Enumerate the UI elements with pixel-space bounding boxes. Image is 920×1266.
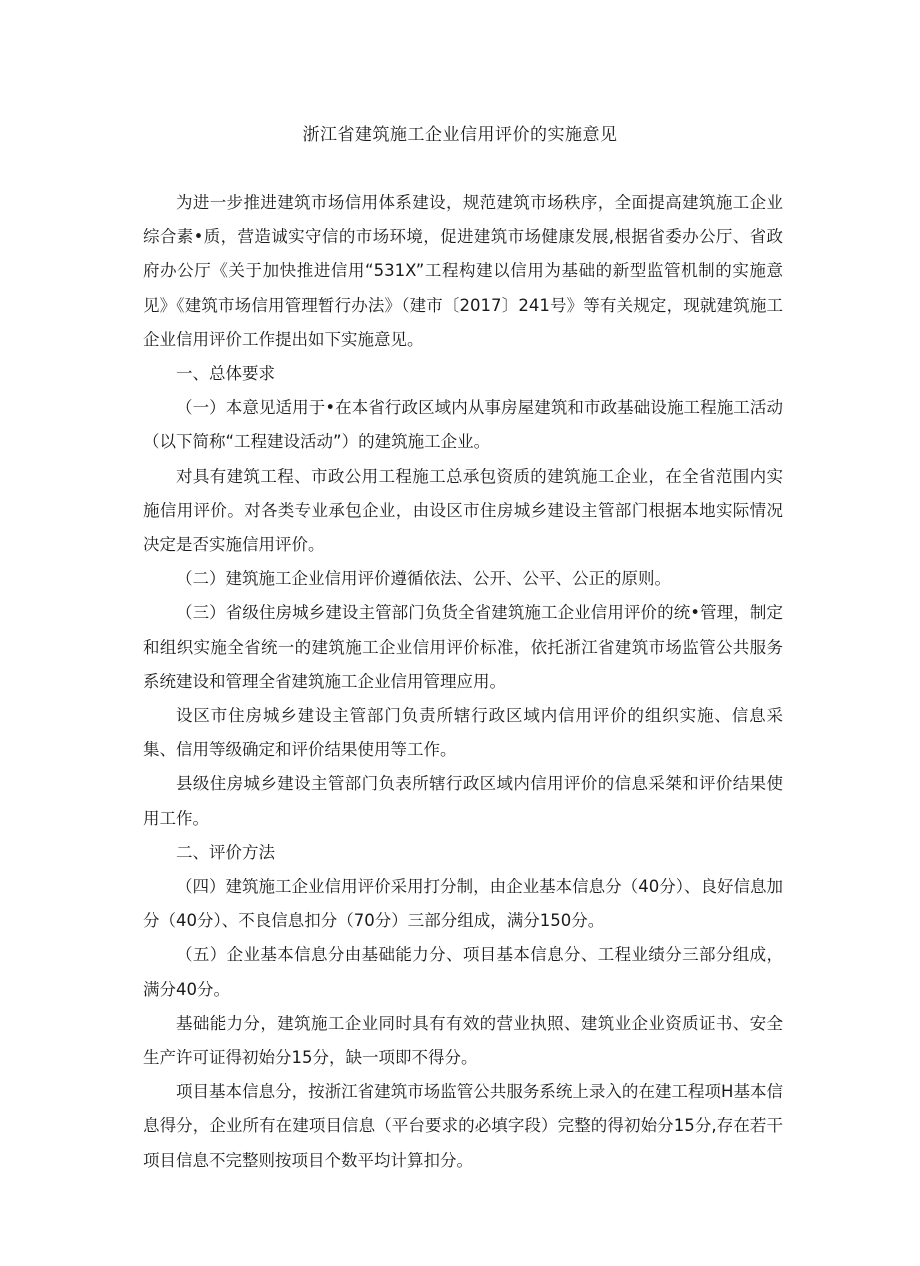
clause-1-scope-paragraph: 对具有建筑工程、市政公用工程施工总承包资质的建筑施工企业，在全省范围内实施信用评价。对各类专业承包企业，由设区市住房城乡建设主管部门根据本地实际情况决定是否实施信用评价。 [143, 466, 783, 555]
clause-1-paragraph: （一）本意见适用于•在本省行政区域内从事房屋建筑和市政基础设施工程施工活动（以下简称“工程建设活动”）的建筑施工企业。 [143, 398, 783, 452]
project-info-paragraph: 项目基本信息分，按浙江省建筑市场监管公共服务系统上录入的在建工程项H基本信息得分，企业所有在建项目信息（平台要求的必填字段）完整的得初始分15分,存在若干项目信息不完整则按项目个数平均计算扣分。 [143, 1082, 783, 1170]
clause-4-paragraph: （四）建筑施工企业信用评价采用打分制，由企业基本信息分（40分）、良好信息加分（40分）、不良信息扣分（70分）三部分组成，满分150分。 [143, 877, 783, 931]
section-heading-evaluation-method: 二、评价方法 [176, 842, 275, 862]
intro-paragraph: 为进一步推进建筑市场信用体系建设，规范建筑市场秩序，全面提高建筑施工企业综合素•质，营造诚实守信的市场环境，促进建筑市场健康发展,根据省委办公厅、省政府办公厅《关于加快推进信用“531X”工程构建以信用为基础的新型监管机制的实施意见》《建筑市场信用管理暂行办法》（建市〔2017〕241号》等有关规定，现就建筑施工企业信用评价工作提出如下实施意见。 [143, 193, 783, 349]
basic-capability-paragraph: 基础能力分，建筑施工企业同时具有有效的营业执照、建筑业企业资质证书、安全生产许可证得初始分15分，缺一项即不得分。 [143, 1013, 783, 1068]
section-heading-general-requirements: 一、总体要求 [176, 364, 275, 384]
document-body [143, 186, 783, 1178]
county-responsibility-paragraph: 县级住房城乡建设主管部门负表所辖行政区域内信用评价的信息采桀和评价结果使用工作。 [143, 774, 783, 828]
document-title: 浙江省建筑施工企业信用评价的实施意见 [302, 125, 618, 145]
clause-5-paragraph: （五）企业基本信息分由基础能力分、项目基本信息分、工程业绩分三部分组成，满分40分。 [143, 945, 783, 999]
city-responsibility-paragraph: 设区市住房城乡建设主管部门负责所辖行政区域内信用评价的组织实施、信息采集、信用等级确定和评价结果使用等工作。 [143, 706, 783, 760]
clause-2-paragraph: （二）建筑施工企业信用评价遵循依法、公开、公平、公正的原则。 [176, 569, 671, 589]
clause-3-paragraph: （三）省级住房城乡建设主管部门负货全省建筑施工企业信用评价的统•管理，制定和组织实施全省统一的建筑施工企业信用评价标准，依托浙江省建筑市场监管公共服务系统建设和管理全省建筑施工企业信用管理应用。 [143, 603, 783, 691]
